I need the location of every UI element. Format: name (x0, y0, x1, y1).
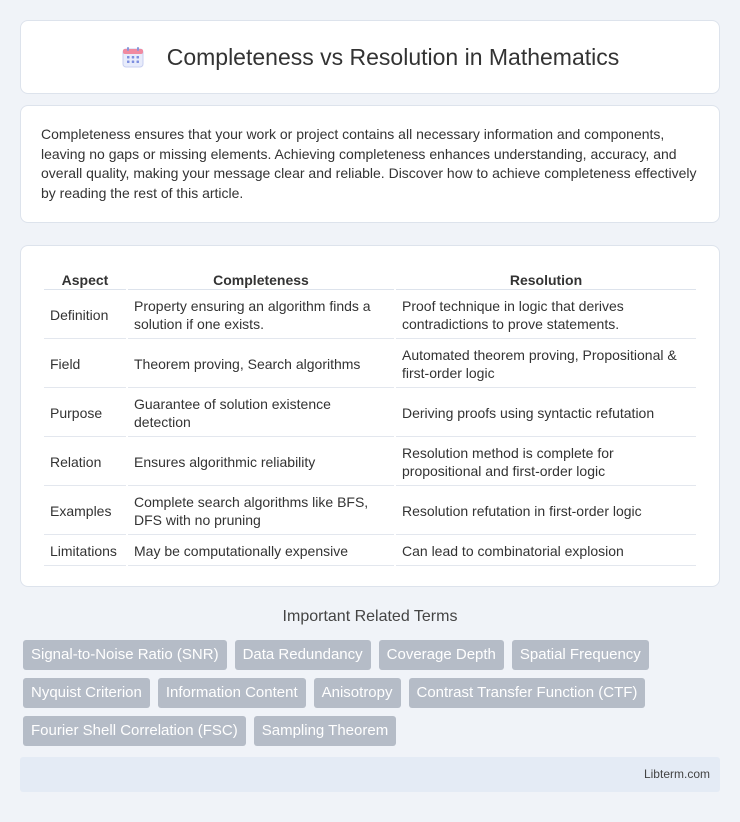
table-row (44, 488, 696, 535)
intro-card (20, 105, 720, 223)
table-cell: May be computationally expensive (128, 537, 394, 566)
table-row (44, 390, 696, 437)
table-cell: Guarantee of solution existence detection (128, 390, 394, 437)
table-cell: Proof technique in logic that derives contradictions to prove statements. (396, 292, 696, 339)
table-cell: Ensures algorithmic reliability (128, 439, 394, 486)
tag-data-redundancy[interactable]: Data Redundancy (235, 640, 371, 670)
table-cell: Property ensuring an algorithm finds a solution if one exists. (128, 292, 394, 339)
intro-text: Completeness ensures that your work or project contains all necessary information and components, leaving no gaps or missing elements. Achieving completeness enhances understanding, accuracy, and overall quality, making your message clear and reliable. Discover how to achieve completeness effectively by reading the rest of this article. (41, 126, 697, 201)
tag-information-content[interactable]: Information Content (158, 678, 306, 708)
table-cell: Resolution method is complete for propositional and first-order logic (396, 439, 696, 486)
tag-sampling-theorem[interactable]: Sampling Theorem (254, 716, 396, 746)
tag-snr[interactable]: Signal-to-Noise Ratio (SNR) (23, 640, 227, 670)
table-cell: Relation (44, 439, 126, 486)
column-header-aspect: Aspect (44, 268, 126, 290)
tag-spatial-frequency[interactable]: Spatial Frequency (512, 640, 649, 670)
table-cell: Definition (44, 292, 126, 339)
column-header-completeness: Completeness (128, 268, 394, 290)
table-cell: Field (44, 341, 126, 388)
column-header-resolution: Resolution (396, 268, 696, 290)
related-terms-tags (23, 640, 723, 754)
comparison-table-card (20, 245, 720, 587)
table-cell: Purpose (44, 390, 126, 437)
table-cell: Limitations (44, 537, 126, 566)
table-cell: Can lead to combinatorial explosion (396, 537, 696, 566)
table-row (44, 341, 696, 388)
table-header-row (44, 268, 696, 290)
footer (20, 757, 720, 792)
table-row (44, 537, 696, 566)
table-cell: Automated theorem proving, Propositional & first-order logic (396, 341, 696, 388)
related-terms-heading: Important Related Terms (282, 608, 458, 625)
footer-site-link[interactable]: Libterm.com (643, 767, 710, 781)
table-cell: Complete search algorithms like BFS, DFS with no pruning (128, 488, 394, 535)
tag-fsc[interactable]: Fourier Shell Correlation (FSC) (23, 716, 246, 746)
page-title: Completeness vs Resolution in Mathematics (166, 43, 620, 70)
table-cell: Theorem proving, Search algorithms (128, 341, 394, 388)
table-cell: Resolution refutation in first-order logic (396, 488, 696, 535)
table-row (44, 292, 696, 339)
tag-coverage-depth[interactable]: Coverage Depth (379, 640, 504, 670)
tag-ctf[interactable]: Contrast Transfer Function (CTF) (409, 678, 646, 708)
table-row (44, 439, 696, 486)
header-card (20, 20, 720, 94)
tag-nyquist-criterion[interactable]: Nyquist Criterion (23, 678, 150, 708)
tag-anisotropy[interactable]: Anisotropy (314, 678, 401, 708)
calendar-icon (121, 45, 145, 69)
table-cell: Deriving proofs using syntactic refutation (396, 390, 696, 437)
table-cell: Examples (44, 488, 126, 535)
comparison-table (42, 266, 698, 568)
